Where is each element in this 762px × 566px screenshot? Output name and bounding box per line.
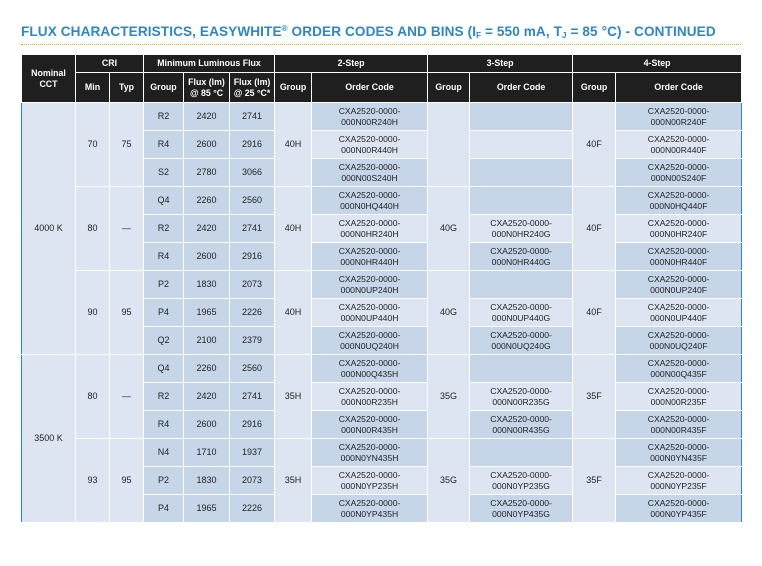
flux-85c-cell: 1965	[184, 495, 230, 523]
header-nominal-cct: Nominal CCT	[22, 55, 76, 103]
flux-group-cell: Q2	[144, 327, 184, 355]
3-step-order-code-cell	[470, 187, 573, 215]
flux-25c-cell: 3066	[230, 159, 275, 187]
flux-85c-cell: 2420	[184, 215, 230, 243]
4-step-order-code-cell: CXA2520-0000- 000N0HQ440F	[616, 187, 742, 215]
2-step-order-code-cell: CXA2520-0000- 000N0UQ240H	[312, 327, 428, 355]
2-step-order-code-cell: CXA2520-0000- 000N0YP235H	[312, 467, 428, 495]
flux-group-cell: N4	[144, 439, 184, 467]
4-step-order-code-cell: CXA2520-0000- 000N0UQ240F	[616, 327, 742, 355]
3-step-order-code-cell: CXA2520-0000- 000N0YP235G	[470, 467, 573, 495]
header-3-step: 3-Step	[428, 55, 573, 73]
cri-typ-cell: —	[110, 187, 144, 271]
2-step-order-code-cell: CXA2520-0000- 000N0UP440H	[312, 299, 428, 327]
2-step-group-cell: 40H	[275, 103, 312, 187]
flux-85c-cell: 1830	[184, 467, 230, 495]
4-step-group-cell: 40F	[573, 103, 616, 187]
2-step-order-code-cell: CXA2520-0000- 000N00R440H	[312, 131, 428, 159]
flux-85c-cell: 2420	[184, 383, 230, 411]
table-row	[22, 187, 742, 215]
flux-group-cell: S2	[144, 159, 184, 187]
4-step-order-code-cell: CXA2520-0000- 000N00R440F	[616, 131, 742, 159]
flux-group-cell: P2	[144, 271, 184, 299]
flux-25c-cell: 2741	[230, 383, 275, 411]
table-row	[22, 439, 742, 467]
table-header	[22, 55, 742, 103]
flux-25c-cell: 2916	[230, 243, 275, 271]
flux-85c-cell: 1710	[184, 439, 230, 467]
header-2-step-group: Group	[275, 73, 312, 103]
2-step-order-code-cell: CXA2520-0000- 000N0YP435H	[312, 495, 428, 523]
header-cri-min: Min	[76, 73, 110, 103]
2-step-group-cell: 40H	[275, 187, 312, 271]
4-step-order-code-cell: CXA2520-0000- 000N0HR440F	[616, 243, 742, 271]
flux-group-cell: Q4	[144, 187, 184, 215]
header-cri-typ: Typ	[110, 73, 144, 103]
4-step-group-cell: 40F	[573, 271, 616, 355]
flux-group-cell: R2	[144, 215, 184, 243]
cri-typ-cell: —	[110, 355, 144, 439]
flux-85c-cell: 1830	[184, 271, 230, 299]
flux-group-cell: R4	[144, 243, 184, 271]
header-cri: CRI	[76, 55, 144, 73]
2-step-order-code-cell: CXA2520-0000- 000N0HQ440H	[312, 187, 428, 215]
flux-table	[21, 54, 742, 523]
2-step-group-cell: 35H	[275, 355, 312, 439]
header-2-step-order-code: Order Code	[312, 73, 428, 103]
flux-25c-cell: 2916	[230, 131, 275, 159]
flux-group-cell: R4	[144, 131, 184, 159]
2-step-order-code-cell: CXA2520-0000- 000N0HR240H	[312, 215, 428, 243]
2-step-order-code-cell: CXA2520-0000- 000N00R235H	[312, 383, 428, 411]
4-step-order-code-cell: CXA2520-0000- 000N0YN435F	[616, 439, 742, 467]
cri-min-cell: 80	[76, 187, 110, 271]
2-step-order-code-cell: CXA2520-0000- 000N0UP240H	[312, 271, 428, 299]
flux-group-cell: R4	[144, 411, 184, 439]
3-step-group-cell	[428, 103, 470, 187]
flux-85c-cell: 2600	[184, 131, 230, 159]
flux-85c-cell: 2600	[184, 243, 230, 271]
3-step-order-code-cell	[470, 131, 573, 159]
flux-group-cell: Q4	[144, 355, 184, 383]
header-min-luminous-flux: Minimum Luminous Flux	[144, 55, 275, 73]
3-step-group-cell: 35G	[428, 355, 470, 439]
flux-25c-cell: 2741	[230, 215, 275, 243]
2-step-order-code-cell: CXA2520-0000- 000N0YN435H	[312, 439, 428, 467]
cri-typ-cell: 95	[110, 439, 144, 523]
flux-85c-cell: 2780	[184, 159, 230, 187]
2-step-group-cell: 35H	[275, 439, 312, 523]
3-step-order-code-cell	[470, 271, 573, 299]
cri-typ-cell: 95	[110, 271, 144, 355]
cri-typ-cell: 75	[110, 103, 144, 187]
flux-25c-cell: 2073	[230, 271, 275, 299]
3-step-order-code-cell	[470, 439, 573, 467]
flux-85c-cell: 2260	[184, 355, 230, 383]
2-step-order-code-cell: CXA2520-0000- 000N00Q435H	[312, 355, 428, 383]
header-3-step-group: Group	[428, 73, 470, 103]
2-step-order-code-cell: CXA2520-0000- 000N00S240H	[312, 159, 428, 187]
header-flux-group: Group	[144, 73, 184, 103]
header-flux-25c: Flux (lm) @ 25 °C*	[230, 73, 275, 103]
table-row	[22, 355, 742, 383]
4-step-order-code-cell: CXA2520-0000- 000N00Q435F	[616, 355, 742, 383]
flux-25c-cell: 2226	[230, 495, 275, 523]
flux-25c-cell: 2741	[230, 103, 275, 131]
header-3-step-order-code: Order Code	[470, 73, 573, 103]
cri-min-cell: 70	[76, 103, 110, 187]
flux-group-cell: P4	[144, 299, 184, 327]
flux-25c-cell: 2916	[230, 411, 275, 439]
flux-25c-cell: 1937	[230, 439, 275, 467]
4-step-order-code-cell: CXA2520-0000- 000N0YP235F	[616, 467, 742, 495]
3-step-order-code-cell: CXA2520-0000- 000N0UP440G	[470, 299, 573, 327]
4-step-group-cell: 35F	[573, 355, 616, 439]
2-step-order-code-cell: CXA2520-0000- 000N00R240H	[312, 103, 428, 131]
3-step-order-code-cell: CXA2520-0000- 000N00R235G	[470, 383, 573, 411]
cct-cell: 3500 K	[22, 355, 76, 523]
flux-25c-cell: 2560	[230, 187, 275, 215]
2-step-order-code-cell: CXA2520-0000- 000N00R435H	[312, 411, 428, 439]
flux-85c-cell: 1965	[184, 299, 230, 327]
flux-25c-cell: 2379	[230, 327, 275, 355]
header-2-step: 2-Step	[275, 55, 428, 73]
cri-min-cell: 90	[76, 271, 110, 355]
title-divider	[21, 44, 741, 45]
4-step-order-code-cell: CXA2520-0000- 000N00R235F	[616, 383, 742, 411]
4-step-order-code-cell: CXA2520-0000- 000N00R435F	[616, 411, 742, 439]
cri-min-cell: 80	[76, 355, 110, 439]
cri-min-cell: 93	[76, 439, 110, 523]
flux-85c-cell: 2420	[184, 103, 230, 131]
3-step-order-code-cell	[470, 103, 573, 131]
header-flux-85c: Flux (lm) @ 85 °C	[184, 73, 230, 103]
3-step-order-code-cell: CXA2520-0000- 000N00R435G	[470, 411, 573, 439]
4-step-order-code-cell: CXA2520-0000- 000N0YP435F	[616, 495, 742, 523]
3-step-order-code-cell: CXA2520-0000- 000N0UQ240G	[470, 327, 573, 355]
flux-group-cell: P4	[144, 495, 184, 523]
flux-25c-cell: 2560	[230, 355, 275, 383]
flux-85c-cell: 2260	[184, 187, 230, 215]
4-step-group-cell: 40F	[573, 187, 616, 271]
flux-group-cell: P2	[144, 467, 184, 495]
3-step-group-cell: 40G	[428, 271, 470, 355]
2-step-order-code-cell: CXA2520-0000- 000N0HR440H	[312, 243, 428, 271]
3-step-order-code-cell	[470, 159, 573, 187]
cct-cell: 4000 K	[22, 103, 76, 355]
4-step-order-code-cell: CXA2520-0000- 000N00S240F	[616, 159, 742, 187]
3-step-order-code-cell: CXA2520-0000- 000N0HR440G	[470, 243, 573, 271]
3-step-order-code-cell: CXA2520-0000- 000N0HR240G	[470, 215, 573, 243]
3-step-order-code-cell	[470, 355, 573, 383]
page-title: FLUX CHARACTERISTICS, EASYWHITE® ORDER CODES AND BINS ($I_F = 550$ mA, $T_J = 85$ °C) - CONTINUED	[21, 24, 716, 40]
3-step-group-cell: 35G	[428, 439, 470, 523]
4-step-order-code-cell: CXA2520-0000- 000N00R240F	[616, 103, 742, 131]
table-row	[22, 103, 742, 131]
4-step-order-code-cell: CXA2520-0000- 000N0UP240F	[616, 271, 742, 299]
flux-group-cell: R2	[144, 103, 184, 131]
3-step-group-cell: 40G	[428, 187, 470, 271]
header-4-step: 4-Step	[573, 55, 742, 73]
flux-85c-cell: 2600	[184, 411, 230, 439]
4-step-group-cell: 35F	[573, 439, 616, 523]
table-body	[22, 103, 742, 523]
2-step-group-cell: 40H	[275, 271, 312, 355]
3-step-order-code-cell: CXA2520-0000- 000N0YP435G	[470, 495, 573, 523]
flux-25c-cell: 2073	[230, 467, 275, 495]
header-4-step-group: Group	[573, 73, 616, 103]
flux-25c-cell: 2226	[230, 299, 275, 327]
flux-group-cell: R2	[144, 383, 184, 411]
flux-85c-cell: 2100	[184, 327, 230, 355]
4-step-order-code-cell: CXA2520-0000- 000N0HR240F	[616, 215, 742, 243]
table-row	[22, 271, 742, 299]
4-step-order-code-cell: CXA2520-0000- 000N0UP440F	[616, 299, 742, 327]
header-4-step-order-code: Order Code	[616, 73, 742, 103]
